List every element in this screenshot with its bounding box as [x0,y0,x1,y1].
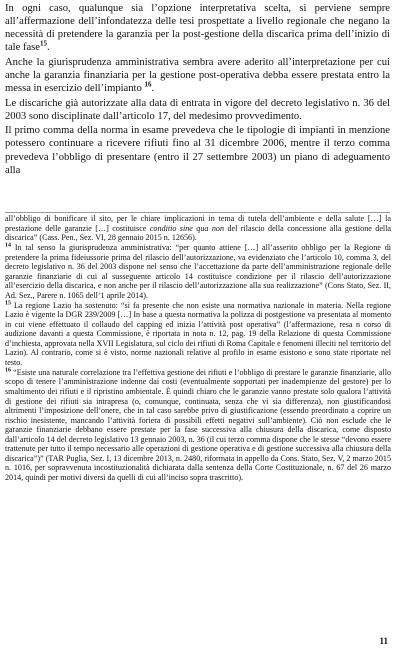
footnote [5,368,391,483]
footnote-text: “Esiste una naturale correlazione tra l’effettiva gestione dei rifiuti e l’obbligo di prestare le garanzie finanziarie, allo scopo di tenere l’amministrazione indenne dai costi (eventualmente sopportati per inadempienze del gestore) per lo smaltimento dei rifiuti e il ripristino ambientale. È quindi chiaro che le garanzie vanno prestate solo qualora l’attività di gestione dei rifiuti sia intrapresa (o, comunque, continuata, senza che vi sia differenza), non giustificandosi altrimenti l’imposizione dell’onere, che in tal caso sarebbe privo di giustificazione (essendo preordinato a coprire un rischio inesistente, mancando l’attività foriera di possibili effetti negativi sull’ambiente). Ciò non esclude che le garanzie finanziarie debbano essere prestate per la fase successiva alla chiusura della discarica, come disposto dall’articolo 14 del decreto legislativo 13 gennaio 2003, n. 36 (il cui terzo comma dispone che le stesse “devono essere trattenute per tutto il tempo necessario alle operazioni di gestione operativa e di gestione successiva alla chiusura della discarica”)” (TAR Puglia, Sez. I, 13 dicembre 2013, n. 2480, riformata in appello da Cons. Stato, Sez. V, 2 marzo 2015 n. 1016, per sopravvenuta incostituzionalità dichiarata dalla sentenza della Corte Costituzionale, n. 67 del 26 marzo 2014, quindi per motivi diversi da quelli di cui all’inciso sopra trascritto). [5,367,391,482]
footnote-continuation [5,214,391,243]
body-paragraph [5,2,390,54]
footnote-reference: 15 [40,39,47,48]
paragraph-text: In ogni caso, qualunque sia l’opzione interpretativa scelta, si perviene sempre all’affermazione dell’infondatezza delle tesi prospettate a livello regionale che negano la necessità di pretendere la garanzia per la post-gestione della discarica prima dell’inizio di tale fase [5,3,390,54]
page-number: 11 [379,636,388,646]
footnote-italic-phrase: conditio sine qua non [149,223,225,233]
footnotes [5,214,391,483]
footnote-separator [5,212,390,213]
footnote-number: 14 [5,242,11,249]
footnote [5,243,391,300]
footnote-reference: 16 [144,80,152,89]
body-paragraph [5,56,390,95]
paragraph-text: Anche la giurisprudenza amministrativa sembra avere aderito all’interpretazione per cui anche la garanzia finanziaria per la gestione post-operativa debba essere prestata entro la messa in esercizio dell’impianto [5,56,390,95]
footnote-text: all’obbligo di bonificare il sito, per le chiare implicazioni in tema di tutela dell’ambiente e della salute […] la prestazione delle garanzie […] costituisce [5,214,391,233]
footnote [5,301,391,368]
paragraph-text: Le discariche già autorizzate alla data di entrata in vigore del decreto legislativo n. 36 del 2003 sono disciplinate dall’articolo 17, del medesimo provvedimento. [5,97,390,122]
body-paragraph [5,124,390,176]
footnote-number: 16 [5,367,11,374]
paragraph-end: . [47,42,50,54]
paragraph-text: Il primo comma della norma in esame prevedeva che le tipologie di impianti in menzione potessero continuare a ricevere rifiuti fino al 31 dicembre 2006, mentre il terzo comma prevedeva l’obbligo di presentare (entro il 27 settembre 2003) un piano di adeguamento alla [5,125,390,176]
footnote-text: In tal senso la giurisprudenza amministrativa: “per quanto attiene […] all’asserito obbligo per la Regione di pretendere la prima fideiussorie prima del rilascio dell’autorizzazione, va evidenziato che l’articolo 10, comma 3, del decreto legislativo n. 36 del 2003 dispone nel senso che l’accettazione da parte dell’amministrazione regionale delle garanzie finanziarie di cui al susseguente articolo 14 costituisce condizione per il rilascio dell’autorizzazione all’esercizio della discarica, e non anche per il rilascio dell’autorizzazione alla sua realizzazione” (Cons Stato, Sez. II, Ad. Sez., Parere n. 1065 dell’1 aprile 2014). [5,243,391,300]
footnote-text: del rilascio della concessione alla gestione della discarica” (Cass. Pen., Sez. VI, 28 gennaio 2015 n. 12656). [5,223,392,243]
paragraph-end: . [151,83,155,95]
body-text [5,2,390,178]
footnote-number: 15 [5,300,11,307]
footnote-text: La regione Lazio ha sostenuto: “si fa presente che non esiste una normativa nazionale in materia. Nella regione Lazio è vigente la DGR 239/2009 […] In base a questa normativa la polizza di postgestione va presentata al momento in cui viene effettuato il collaudo del capping ed inizia l’attività post operativa” (l’affermazione, resa n corso di audizione davanti a questa Commissione, è riportata in nota n. 12, pag. 19 della Relazione di questa Commissione d’inchiesta, approvata nella XVII Legislatura, sul ciclo dei rifiuti di Roma Capitale e fenomeni illeciti nel territorio del Lazio). Al contrario, come si è visto, norme nazionali relative al profilo in esame esistono e sono state riportate nel testo. [5,300,391,367]
body-paragraph [5,97,390,123]
